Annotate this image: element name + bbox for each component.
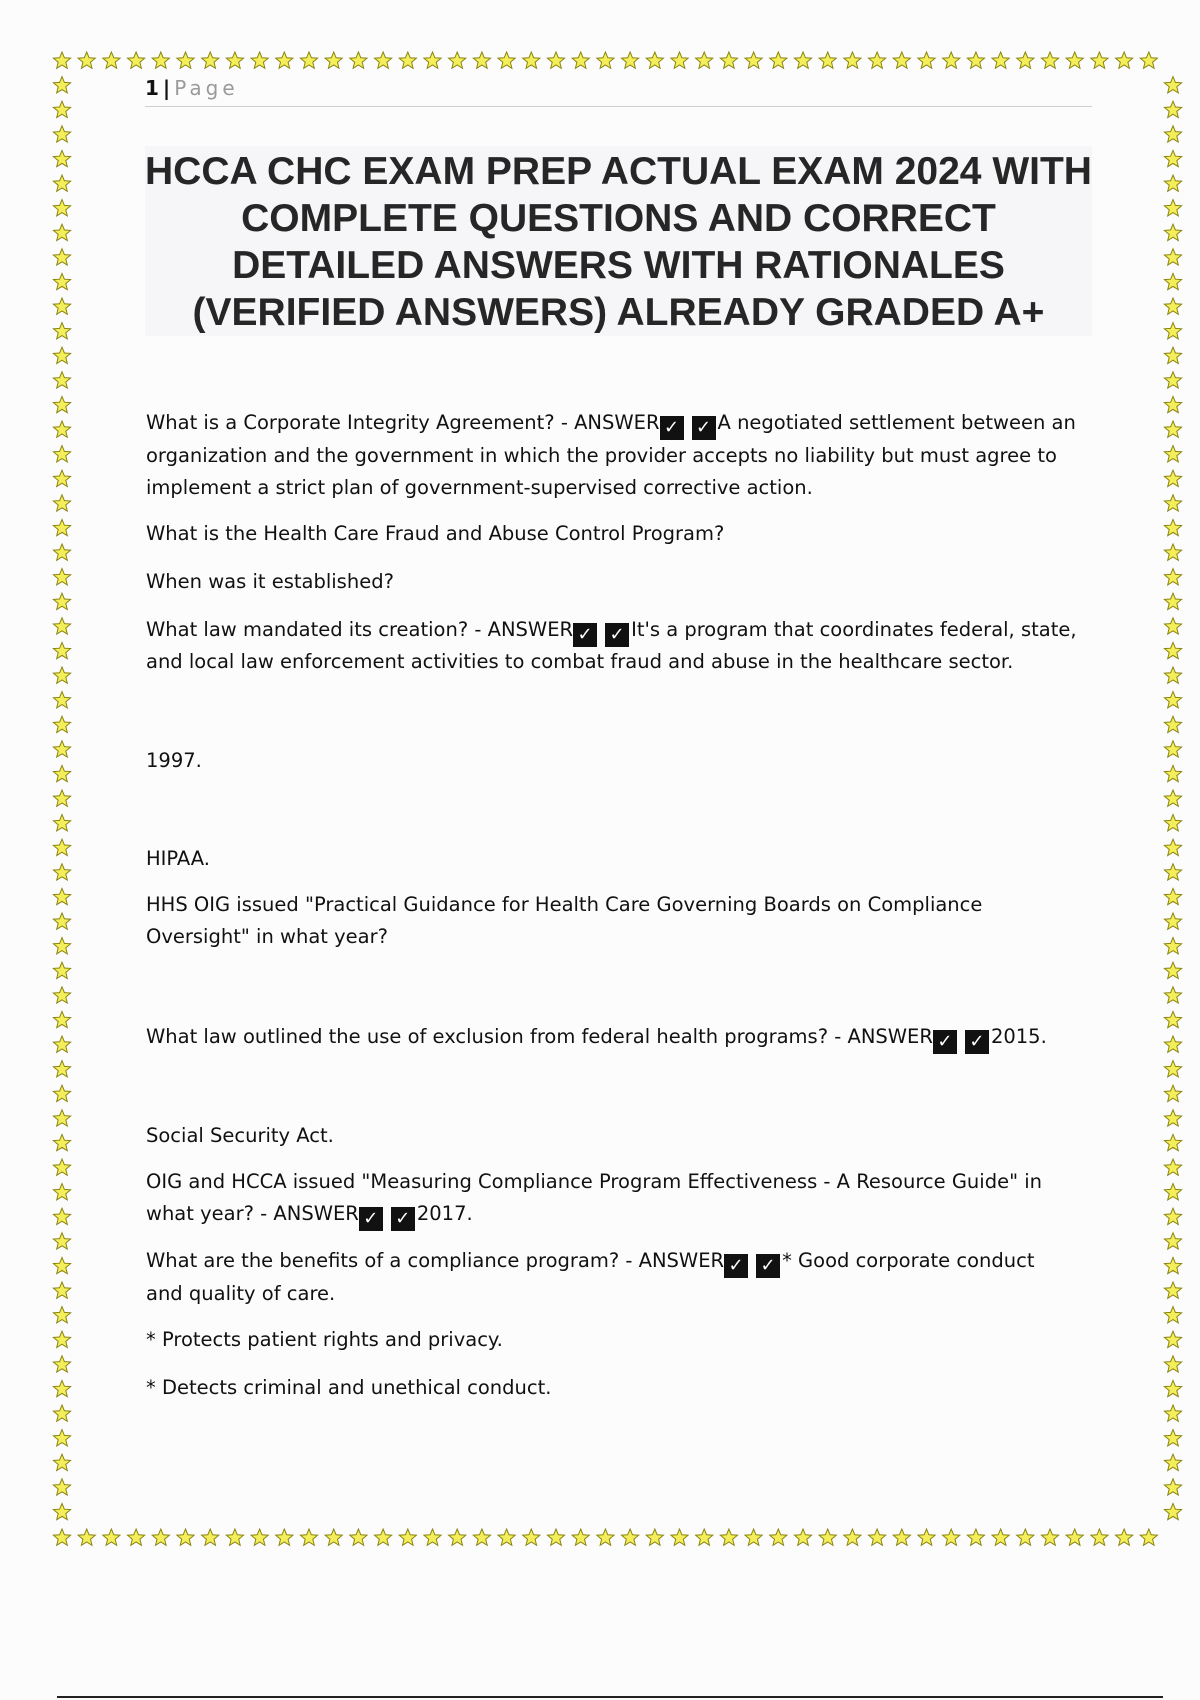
star-icon	[53, 200, 70, 216]
star-icon	[473, 52, 490, 68]
checkmark-icon: ✓	[660, 416, 684, 440]
star-icon	[1164, 1307, 1181, 1323]
star-icon	[53, 864, 70, 880]
page-number: 1	[145, 76, 159, 100]
star-icon	[251, 1529, 268, 1545]
star-icon	[1164, 1233, 1181, 1249]
bullet-item: * Protects patient rights and privacy.	[146, 1328, 503, 1351]
star-icon	[276, 52, 293, 68]
qa-paragraph: HIPAA.	[146, 847, 211, 870]
star-icon	[424, 52, 441, 68]
star-icon	[128, 52, 145, 68]
star-icon	[1164, 1454, 1181, 1470]
star-icon	[53, 396, 70, 412]
star-icon	[1164, 446, 1181, 462]
star-icon	[498, 52, 515, 68]
star-icon	[53, 692, 70, 708]
qa-paragraph	[146, 407, 1096, 504]
star-icon	[53, 593, 70, 609]
question-text: What are the benefits of a compliance program? - ANSWER	[146, 1249, 725, 1272]
page-label: Page	[174, 76, 239, 100]
star-icon	[1164, 1134, 1181, 1150]
star-icon	[819, 52, 836, 68]
answer-text: A negotiated settlement between an organization and the government in which the provider accepts no liability but must agree to implement a strict plan of government-supervised corrective action.	[146, 411, 1076, 499]
star-icon	[1164, 175, 1181, 191]
checkmark-icon: ✓	[359, 1207, 383, 1231]
star-icon	[1164, 765, 1181, 781]
star-icon	[1041, 1529, 1058, 1545]
star-icon	[1164, 372, 1181, 388]
star-icon	[325, 52, 342, 68]
qa-paragraph: Social Security Act.	[146, 1124, 334, 1147]
star-icon	[1164, 1036, 1181, 1052]
star-icon	[53, 741, 70, 757]
star-icon	[103, 52, 120, 68]
star-icon	[300, 52, 317, 68]
star-icon	[1164, 790, 1181, 806]
star-icon	[399, 1529, 416, 1545]
answer-text: 2017.	[416, 1202, 473, 1225]
star-icon	[844, 1529, 861, 1545]
star-icon	[53, 1479, 70, 1495]
star-icon	[745, 52, 762, 68]
star-icon	[53, 544, 70, 560]
star-icon	[53, 839, 70, 855]
star-icon	[1164, 470, 1181, 486]
checkmark-icon: ✓	[756, 1254, 780, 1278]
star-icon	[53, 667, 70, 683]
star-icon	[893, 1529, 910, 1545]
star-icon	[1140, 52, 1157, 68]
star-icon	[1164, 839, 1181, 855]
star-icon	[696, 1529, 713, 1545]
star-icon	[202, 52, 219, 68]
star-icon	[350, 1529, 367, 1545]
star-icon	[53, 1184, 70, 1200]
star-icon	[943, 52, 960, 68]
star-icon	[78, 52, 95, 68]
star-icon	[53, 1454, 70, 1470]
star-icon	[1164, 1356, 1181, 1372]
star-icon	[226, 1529, 243, 1545]
star-icon	[177, 1529, 194, 1545]
qa-paragraph: HHS OIG issued "Practical Guidance for Health Care Governing Boards on Compliance Oversight" in what year?	[146, 893, 983, 948]
star-icon	[53, 1085, 70, 1101]
star-icon	[53, 716, 70, 732]
star-icon	[325, 1529, 342, 1545]
checkmark-icon: ✓	[573, 623, 597, 647]
star-icon	[53, 962, 70, 978]
header-separator: |	[162, 76, 171, 100]
bullet-item: * Detects criminal and unethical conduct.	[146, 1376, 552, 1399]
star-icon	[523, 1529, 540, 1545]
star-icon	[53, 175, 70, 191]
star-icon	[53, 569, 70, 585]
star-icon	[992, 1529, 1009, 1545]
star-icon	[1164, 864, 1181, 880]
star-icon	[1140, 1529, 1157, 1545]
star-icon	[128, 1529, 145, 1545]
star-icon	[1164, 323, 1181, 339]
star-icon	[78, 1529, 95, 1545]
star-icon	[300, 1529, 317, 1545]
star-icon	[1164, 1430, 1181, 1446]
title-block	[145, 146, 1092, 336]
star-icon	[177, 52, 194, 68]
star-icon	[473, 1529, 490, 1545]
star-icon	[819, 1529, 836, 1545]
star-icon	[53, 913, 70, 929]
star-icon	[1066, 52, 1083, 68]
page-bottom-rule	[57, 1696, 1163, 1698]
page-header	[145, 74, 1092, 107]
answer-text: 2015.	[990, 1025, 1047, 1048]
star-icon	[53, 987, 70, 1003]
star-icon	[1164, 913, 1181, 929]
star-icon	[1164, 495, 1181, 511]
star-icon	[720, 52, 737, 68]
star-icon	[53, 1036, 70, 1052]
star-icon	[399, 52, 416, 68]
star-icon	[1164, 1380, 1181, 1396]
star-icon	[498, 1529, 515, 1545]
star-icon	[671, 52, 688, 68]
star-icon	[53, 1405, 70, 1421]
qa-paragraph	[146, 1245, 1066, 1310]
star-icon	[1164, 987, 1181, 1003]
star-icon	[53, 1503, 70, 1519]
star-icon	[1164, 396, 1181, 412]
star-icon	[1164, 569, 1181, 585]
checkmark-icon: ✓	[724, 1254, 748, 1278]
star-icon	[893, 52, 910, 68]
qa-paragraph: 1997.	[146, 749, 202, 772]
star-icon	[794, 52, 811, 68]
star-icon	[1164, 741, 1181, 757]
star-icon	[53, 273, 70, 289]
star-icon	[103, 1529, 120, 1545]
star-icon	[1164, 1159, 1181, 1175]
question-text: What is a Corporate Integrity Agreement? - ANSWER	[146, 411, 660, 434]
star-icon	[770, 52, 787, 68]
star-icon	[375, 52, 392, 68]
star-icon	[53, 1257, 70, 1273]
star-icon	[53, 815, 70, 831]
star-icon	[1091, 1529, 1108, 1545]
star-icon	[967, 52, 984, 68]
star-icon	[53, 1208, 70, 1224]
star-icon	[622, 1529, 639, 1545]
star-icon	[844, 52, 861, 68]
star-icon	[1164, 1011, 1181, 1027]
star-icon	[918, 1529, 935, 1545]
star-icon	[523, 52, 540, 68]
star-icon	[152, 52, 169, 68]
star-icon	[1164, 1257, 1181, 1273]
star-icon	[1164, 1085, 1181, 1101]
star-icon	[53, 1233, 70, 1249]
star-icon	[53, 1529, 70, 1545]
answer-text: * Good corporate conduct and quality of care.	[146, 1249, 1035, 1305]
star-icon	[597, 52, 614, 68]
star-icon	[350, 52, 367, 68]
star-icon	[1164, 224, 1181, 240]
star-icon	[53, 298, 70, 314]
star-icon	[53, 1331, 70, 1347]
star-icon	[53, 618, 70, 634]
star-icon	[1164, 126, 1181, 142]
star-icon	[1164, 642, 1181, 658]
star-icon	[770, 1529, 787, 1545]
star-icon	[1164, 200, 1181, 216]
star-icon	[226, 52, 243, 68]
star-icon	[152, 1529, 169, 1545]
star-icon	[1066, 1529, 1083, 1545]
star-icon	[646, 52, 663, 68]
checkmark-icon: ✓	[965, 1030, 989, 1054]
star-icon	[53, 1356, 70, 1372]
star-icon	[53, 1307, 70, 1323]
star-icon	[1164, 1110, 1181, 1126]
star-icon	[869, 1529, 886, 1545]
checkmark-icon: ✓	[391, 1207, 415, 1231]
star-icon	[53, 765, 70, 781]
star-icon	[1164, 1405, 1181, 1421]
star-icon	[1164, 667, 1181, 683]
star-icon	[967, 1529, 984, 1545]
star-icon	[1164, 593, 1181, 609]
star-icon	[1164, 1479, 1181, 1495]
star-icon	[1164, 815, 1181, 831]
star-icon	[696, 52, 713, 68]
star-icon	[424, 1529, 441, 1545]
qa-paragraph: When was it established?	[146, 570, 394, 593]
qa-paragraph	[146, 615, 1096, 677]
star-icon	[53, 446, 70, 462]
star-icon	[1164, 716, 1181, 732]
star-icon	[53, 224, 70, 240]
star-icon	[1164, 273, 1181, 289]
star-icon	[1164, 938, 1181, 954]
star-icon	[547, 52, 564, 68]
star-icon	[1116, 1529, 1133, 1545]
star-icon	[53, 1159, 70, 1175]
star-icon	[1041, 52, 1058, 68]
star-icon	[53, 790, 70, 806]
star-icon	[53, 1134, 70, 1150]
question-text: What law mandated its creation? - ANSWER	[146, 618, 574, 641]
star-icon	[869, 52, 886, 68]
star-icon	[276, 1529, 293, 1545]
qa-paragraph	[146, 1166, 1066, 1231]
star-icon	[646, 1529, 663, 1545]
star-icon	[53, 1380, 70, 1396]
star-icon	[1017, 52, 1034, 68]
star-icon	[1164, 77, 1181, 93]
star-icon	[1164, 1208, 1181, 1224]
star-icon	[53, 1282, 70, 1298]
star-icon	[53, 101, 70, 117]
star-icon	[1164, 962, 1181, 978]
star-icon	[53, 150, 70, 166]
star-icon	[53, 249, 70, 265]
star-icon	[572, 52, 589, 68]
question-text: OIG and HCCA issued "Measuring Compliance Program Effectiveness - A Resource Guide" in what year? - ANSWER	[146, 1170, 1043, 1225]
star-icon	[547, 1529, 564, 1545]
document-body	[146, 407, 1096, 1404]
star-icon	[1164, 298, 1181, 314]
star-icon	[1164, 249, 1181, 265]
star-icon	[1164, 1503, 1181, 1519]
star-icon	[1164, 692, 1181, 708]
document-title: HCCA CHC EXAM PREP ACTUAL EXAM 2024 WITH COMPLETE QUESTIONS AND CORRECT DETAILED ANSWERS WITH RATIONALES (VERIFIED ANSWERS) ALREADY GRADED A+	[145, 150, 1092, 334]
star-icon	[53, 888, 70, 904]
star-icon	[1164, 421, 1181, 437]
star-icon	[53, 1011, 70, 1027]
star-icon	[53, 77, 70, 93]
star-icon	[943, 1529, 960, 1545]
star-icon	[1091, 52, 1108, 68]
star-icon	[53, 372, 70, 388]
star-icon	[1164, 1282, 1181, 1298]
star-icon	[794, 1529, 811, 1545]
star-icon	[53, 1430, 70, 1446]
star-icon	[53, 323, 70, 339]
star-icon	[53, 938, 70, 954]
star-icon	[53, 347, 70, 363]
star-icon	[1164, 1184, 1181, 1200]
star-icon	[622, 52, 639, 68]
star-icon	[597, 1529, 614, 1545]
star-icon	[53, 470, 70, 486]
checkmark-icon: ✓	[605, 623, 629, 647]
qa-paragraph: What is the Health Care Fraud and Abuse Control Program?	[146, 522, 725, 545]
star-icon	[449, 1529, 466, 1545]
star-icon	[449, 52, 466, 68]
star-icon	[53, 1110, 70, 1126]
star-icon	[1164, 1331, 1181, 1347]
question-text: What law outlined the use of exclusion from federal health programs? - ANSWER	[146, 1025, 933, 1048]
checkmark-icon: ✓	[933, 1030, 957, 1054]
star-icon	[1164, 519, 1181, 535]
star-icon	[1164, 544, 1181, 560]
star-icon	[1017, 1529, 1034, 1545]
star-icon	[251, 52, 268, 68]
star-icon	[53, 642, 70, 658]
qa-paragraph	[146, 1021, 1096, 1054]
star-icon	[745, 1529, 762, 1545]
star-icon	[720, 1529, 737, 1545]
star-icon	[1164, 101, 1181, 117]
star-icon	[202, 1529, 219, 1545]
answer-text: It's a program that coordinates federal, state, and local law enforcement activities to combat fraud and abuse in the healthcare sector.	[146, 618, 1077, 673]
star-icon	[1164, 1061, 1181, 1077]
star-icon	[1164, 347, 1181, 363]
star-icon	[1164, 888, 1181, 904]
star-icon	[53, 519, 70, 535]
star-icon	[53, 52, 70, 68]
star-icon	[992, 52, 1009, 68]
checkmark-icon: ✓	[692, 416, 716, 440]
star-icon	[53, 421, 70, 437]
star-icon	[53, 1061, 70, 1077]
star-icon	[375, 1529, 392, 1545]
star-icon	[572, 1529, 589, 1545]
star-icon	[671, 1529, 688, 1545]
star-icon	[53, 126, 70, 142]
star-icon	[1164, 618, 1181, 634]
star-icon	[1164, 150, 1181, 166]
star-icon	[1116, 52, 1133, 68]
star-icon	[53, 495, 70, 511]
star-icon	[918, 52, 935, 68]
